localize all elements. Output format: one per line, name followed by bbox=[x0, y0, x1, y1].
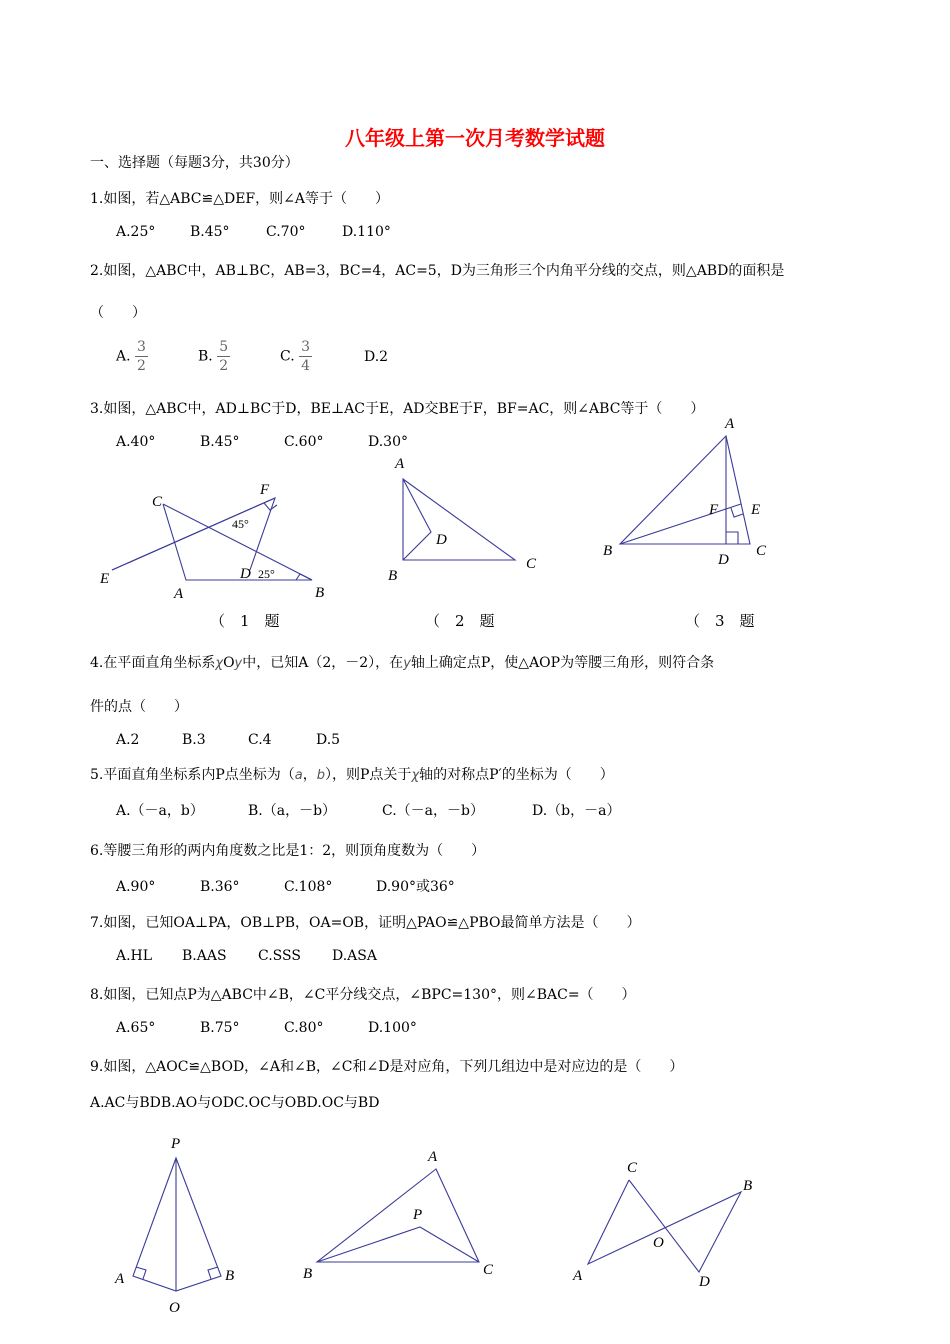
option-c[interactable]: C. $\frac{3}{4}$ bbox=[280, 339, 311, 374]
label-b: B bbox=[303, 1266, 313, 1282]
label-b: B bbox=[743, 1178, 753, 1194]
question-1-options bbox=[116, 224, 391, 240]
label-b: B bbox=[603, 543, 613, 559]
option-c[interactable]: C.80° bbox=[284, 1020, 324, 1036]
label-o: O bbox=[169, 1300, 180, 1316]
figure-3 bbox=[595, 412, 785, 572]
option-a[interactable]: A.65° bbox=[116, 1020, 156, 1036]
figure-9 bbox=[565, 1152, 785, 1302]
label-a: A bbox=[174, 586, 184, 602]
question-7-options bbox=[116, 948, 377, 964]
option-d[interactable]: D.100° bbox=[368, 1020, 417, 1036]
option-d[interactable]: D.（b，－a） bbox=[532, 803, 621, 819]
figure-2-caption: （ 2 题 bbox=[425, 612, 495, 630]
label-c: C bbox=[152, 494, 163, 510]
label-f: F bbox=[260, 482, 270, 498]
label-c: C bbox=[483, 1262, 494, 1278]
label-b: B bbox=[225, 1268, 235, 1284]
figure-1 bbox=[90, 470, 350, 610]
option-b[interactable]: B.3 bbox=[182, 732, 206, 748]
question-2-stem-cont: （ ） bbox=[90, 305, 146, 321]
question-8-options bbox=[116, 1020, 417, 1036]
question-9-stem: 9.如图，△AOC≌△BOD，∠A和∠B，∠C和∠D是对应角，下列几组边中是对应边的是（ ） bbox=[90, 1059, 684, 1075]
question-8-stem: 8.如图，已知点P为△ABC中∠B，∠C平分线交点，∠BPC=130°，则∠BAC=（ ） bbox=[90, 987, 636, 1003]
question-2-stem: 2.如图，△ABC中，AB⊥BC，AB=3，BC=4，AC=5，D为三角形三个内角平分线的交点，则△ABD的面积是 bbox=[90, 263, 785, 279]
question-3-stem: 3.如图，△ABC中，AD⊥BC于D，BE⊥AC于E，AD交BE于F，BF=AC，则∠ABC等于（ ） bbox=[90, 401, 705, 417]
label-d: D bbox=[436, 532, 447, 548]
label-c: C bbox=[756, 543, 767, 559]
label-b: B bbox=[388, 568, 398, 584]
option-d[interactable]: D.5 bbox=[316, 732, 341, 748]
option-a[interactable]: A.40° bbox=[116, 434, 156, 450]
label-a: A bbox=[115, 1271, 125, 1287]
option-a[interactable]: A.90° bbox=[116, 879, 156, 895]
option-b[interactable]: B.（a，－b） bbox=[248, 803, 337, 819]
question-1-stem: 1.如图，若△ABC≌△DEF，则∠A等于（ ） bbox=[90, 191, 389, 207]
question-4-stem-cont: 件的点（ ） bbox=[90, 699, 188, 715]
figure-2 bbox=[380, 450, 550, 590]
option-b[interactable]: B.AAS bbox=[182, 948, 227, 964]
option-c[interactable]: C.108° bbox=[284, 879, 333, 895]
option-c[interactable]: C.SSS bbox=[258, 948, 301, 964]
label-f: F bbox=[709, 502, 719, 518]
label-a: A bbox=[725, 416, 735, 432]
label-a2: A bbox=[395, 456, 405, 472]
option-c[interactable]: C.（－a，－b） bbox=[382, 803, 484, 819]
label-p: P bbox=[413, 1207, 423, 1223]
option-b[interactable]: B.45° bbox=[200, 434, 240, 450]
option-a[interactable]: A.25° bbox=[116, 224, 156, 240]
figure-3-caption: （ 3 题 bbox=[685, 612, 755, 630]
question-3-options bbox=[116, 434, 408, 450]
option-c[interactable]: C.70° bbox=[266, 224, 306, 240]
label-d: D bbox=[699, 1274, 710, 1290]
section-heading: 一、选择题（每题3分，共30分） bbox=[90, 155, 299, 171]
fraction: $\frac{5}{2}$ bbox=[219, 339, 229, 374]
option-d[interactable]: D.2 bbox=[364, 348, 389, 365]
label-angle-25: 25° bbox=[258, 567, 275, 581]
option-d[interactable]: D.ASA bbox=[332, 948, 377, 964]
fraction: $\frac{3}{4}$ bbox=[301, 339, 311, 374]
label-c: C bbox=[627, 1160, 638, 1176]
option-c[interactable]: C.4 bbox=[248, 732, 272, 748]
question-2-options bbox=[116, 338, 388, 375]
option-b[interactable]: B.45° bbox=[190, 224, 230, 240]
option-b[interactable]: B.36° bbox=[200, 879, 240, 895]
label-e: E bbox=[100, 571, 110, 587]
label-angle-45: 45° bbox=[232, 517, 249, 531]
label-p: P bbox=[171, 1136, 181, 1152]
label-b: B bbox=[315, 585, 325, 601]
label-a: A bbox=[573, 1268, 583, 1284]
option-a[interactable]: A.HL bbox=[116, 948, 153, 964]
option-a[interactable]: A. $\frac{3}{2}$ bbox=[116, 339, 146, 374]
label-o: O bbox=[653, 1235, 664, 1251]
question-9-answers: A.AC与BDB.AO与ODC.OC与OBD.OC与BD bbox=[90, 1095, 380, 1111]
option-b[interactable]: B. $\frac{5}{2}$ bbox=[198, 339, 229, 374]
question-6-options bbox=[116, 876, 455, 896]
fraction: $\frac{3}{2}$ bbox=[137, 339, 146, 374]
figure-8 bbox=[295, 1142, 515, 1292]
question-7-stem: 7.如图，已知OA⊥PA，OB⊥PB，OA=OB，证明△PAO≌△PBO最简单方法是（ ） bbox=[90, 915, 641, 931]
label-d: D bbox=[718, 552, 729, 568]
question-4-stem: 4.在平面直角坐标系χOy中，已知A（2，－2），在y轴上确定点P，使△AOP为等腰三角形，则符合条 bbox=[90, 655, 715, 671]
page-title: 八年级上第一次月考数学试题 bbox=[345, 126, 605, 150]
label-d: D bbox=[240, 566, 251, 582]
option-d[interactable]: D.30° bbox=[368, 434, 408, 450]
label-c: C bbox=[526, 556, 537, 572]
figure-7 bbox=[105, 1128, 245, 1318]
question-5-options bbox=[116, 800, 620, 820]
option-d[interactable]: D.110° bbox=[342, 224, 391, 240]
option-b[interactable]: B.75° bbox=[200, 1020, 240, 1036]
label-a: A bbox=[428, 1149, 438, 1165]
option-a[interactable]: A.（－a，b） bbox=[116, 803, 204, 819]
option-a[interactable]: A.2 bbox=[116, 732, 140, 748]
question-4-options bbox=[116, 732, 340, 748]
option-c[interactable]: C.60° bbox=[284, 434, 324, 450]
figure-1-caption: （ 1 题 bbox=[210, 612, 280, 630]
question-5-stem: 5.平面直角坐标系内P点坐标为（a，b），则P点关于χ轴的对称点P′的坐标为（ ） bbox=[90, 767, 614, 783]
option-d[interactable]: D.90°或36° bbox=[376, 879, 455, 895]
question-6-stem: 6.等腰三角形的两内角度数之比是1：2，则顶角度数为（ ） bbox=[90, 843, 486, 859]
label-e: E bbox=[751, 502, 761, 518]
